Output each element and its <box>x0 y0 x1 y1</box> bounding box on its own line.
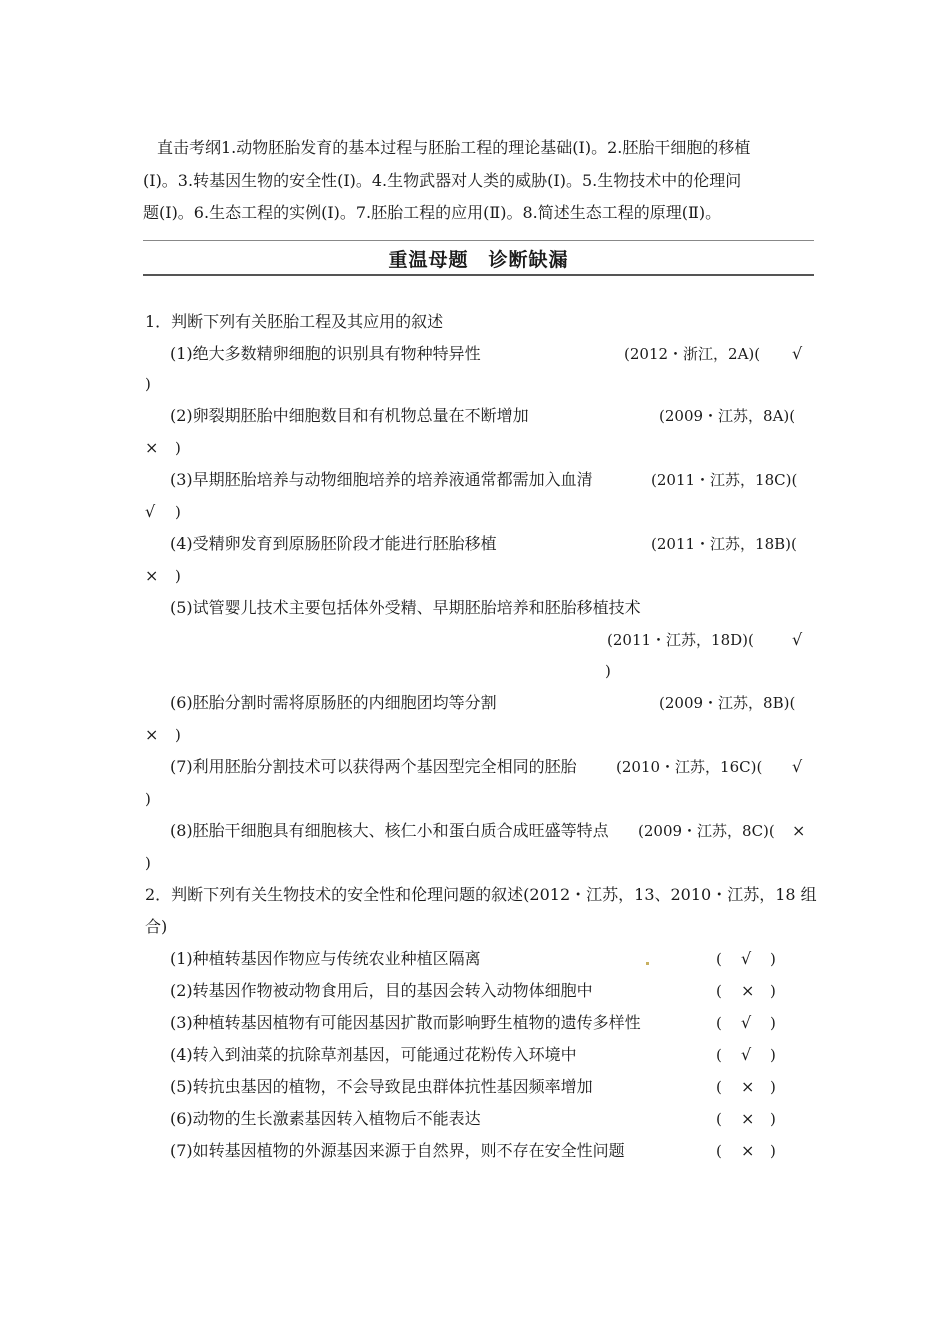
question-2-heading: 2．判断下列有关生物技术的安全性和伦理问题的叙述(2012・江苏，13、2010・江苏，18 组 <box>145 885 817 904</box>
q1-item-close-paren: ) <box>175 567 181 585</box>
question-1-heading: 1．判断下列有关胚胎工程及其应用的叙述 <box>145 312 444 331</box>
q2-item-open-paren: ( <box>716 1110 722 1128</box>
q2-item-text: (6)动物的生长激素基因转入植物后不能表达 <box>170 1109 481 1128</box>
q1-item-text: (3)早期胚胎培养与动物细胞培养的培养液通常都需加入血清 <box>170 470 593 489</box>
q2-item-text: (3)种植转基因植物有可能因基因扩散而影响野生植物的遗传多样性 <box>170 1013 641 1032</box>
q1-item-text: (1)绝大多数精卵细胞的识别具有物种特异性 <box>170 344 481 363</box>
section-divider-top <box>143 240 814 241</box>
q1-item-source: (2009・江苏，8C)( <box>638 822 775 840</box>
q2-item-close-paren: ) <box>770 950 776 968</box>
q2-item-answer-mark: √ <box>741 1045 752 1064</box>
exam-outline-line-3: 题(Ⅰ)。6.生态工程的实例(Ⅰ)。7.胚胎工程的应用(Ⅱ)。8.简述生态工程的原理(Ⅱ)。 <box>143 203 722 222</box>
q1-item-text: (2)卵裂期胚胎中细胞数目和有机物总量在不断增加 <box>170 406 529 425</box>
q1-item-close-paren: ) <box>175 439 181 457</box>
q2-item-open-paren: ( <box>716 982 722 1000</box>
q1-item-source: (2011・江苏，18C)( <box>651 471 798 489</box>
q2-item-text: (1)种植转基因作物应与传统农业种植区隔离 <box>170 949 481 968</box>
q1-item-close-paren: ) <box>175 503 181 521</box>
q1-item-answer-mark: × <box>145 566 159 585</box>
exam-outline-line-2: (Ⅰ)。3.转基因生物的安全性(Ⅰ)。4.生物武器对人类的威胁(Ⅰ)。5.生物技术中的伦理问 <box>143 171 742 190</box>
q2-item-close-paren: ) <box>770 1110 776 1128</box>
q2-item-text: (4)转入到油菜的抗除草剂基因，可能通过花粉传入环境中 <box>170 1045 577 1064</box>
q2-item-answer-mark: × <box>741 1077 755 1096</box>
q1-item-answer-mark: × <box>145 438 159 457</box>
q2-item-answer-mark: × <box>741 1109 755 1128</box>
q2-item-text: (7)如转基因植物的外源基因来源于自然界，则不存在安全性问题 <box>170 1141 625 1160</box>
question-2-heading-continued: 合) <box>145 917 168 936</box>
q2-item-text: (5)转抗虫基因的植物，不会导致昆虫群体抗性基因频率增加 <box>170 1077 593 1096</box>
q2-item-open-paren: ( <box>716 1078 722 1096</box>
q2-item-close-paren: ) <box>770 1046 776 1064</box>
q2-item-close-paren: ) <box>770 1142 776 1160</box>
exam-outline-line-1: 直击考纲1.动物胚胎发育的基本过程与胚胎工程的理论基础(Ⅰ)。2.胚胎干细胞的移植 <box>157 138 751 157</box>
q2-item-open-paren: ( <box>716 950 722 968</box>
q1-item-source: (2009・江苏，8A)( <box>659 407 796 425</box>
q2-item-close-paren: ) <box>770 1014 776 1032</box>
q1-item-close-paren: ) <box>145 854 151 872</box>
q1-item-text: (6)胚胎分割时需将原肠胚的内细胞团均等分割 <box>170 693 497 712</box>
q2-item-answer-mark: √ <box>741 1013 752 1032</box>
q1-item-close-paren: ) <box>175 726 181 744</box>
q2-item-answer-mark: × <box>741 981 755 1000</box>
q1-item-close-paren: ) <box>145 790 151 808</box>
q1-item-text: (7)利用胚胎分割技术可以获得两个基因型完全相同的胚胎 <box>170 757 577 776</box>
q1-item-answer-mark: √ <box>792 344 803 363</box>
q2-item-answer-mark: × <box>741 1141 755 1160</box>
q1-item-answer-mark: √ <box>792 630 803 649</box>
section-divider-bottom <box>143 274 814 276</box>
q2-item-text: (2)转基因作物被动物食用后，目的基因会转入动物体细胞中 <box>170 981 593 1000</box>
stray-dot <box>646 962 649 965</box>
q1-item-source: (2011・江苏，18B)( <box>651 535 797 553</box>
q1-item-answer-mark: √ <box>792 757 803 776</box>
q1-item-close-paren: ) <box>605 662 611 680</box>
q1-item-answer-mark: × <box>145 725 159 744</box>
q1-item-text: (8)胚胎干细胞具有细胞核大、核仁小和蛋白质合成旺盛等特点 <box>170 821 609 840</box>
q2-item-open-paren: ( <box>716 1046 722 1064</box>
section-title: 重温母题 诊断缺漏 <box>388 249 569 271</box>
q1-item-source: (2011・江苏，18D)( <box>607 631 754 649</box>
q2-item-close-paren: ) <box>770 982 776 1000</box>
q1-item-source: (2010・江苏，16C)( <box>616 758 763 776</box>
q1-item-text: (4)受精卵发育到原肠胚阶段才能进行胚胎移植 <box>170 534 497 553</box>
q2-item-answer-mark: √ <box>741 949 752 968</box>
q2-item-open-paren: ( <box>716 1014 722 1032</box>
q1-item-close-paren: ) <box>145 375 151 393</box>
q2-item-close-paren: ) <box>770 1078 776 1096</box>
q1-item-answer-mark: √ <box>145 502 156 521</box>
q1-item-text: (5)试管婴儿技术主要包括体外受精、早期胚胎培养和胚胎移植技术 <box>170 598 641 617</box>
q2-item-open-paren: ( <box>716 1142 722 1160</box>
q1-item-answer-mark: × <box>792 821 806 840</box>
q1-item-source: (2012・浙江，2A)( <box>624 345 761 363</box>
q1-item-source: (2009・江苏，8B)( <box>659 694 796 712</box>
